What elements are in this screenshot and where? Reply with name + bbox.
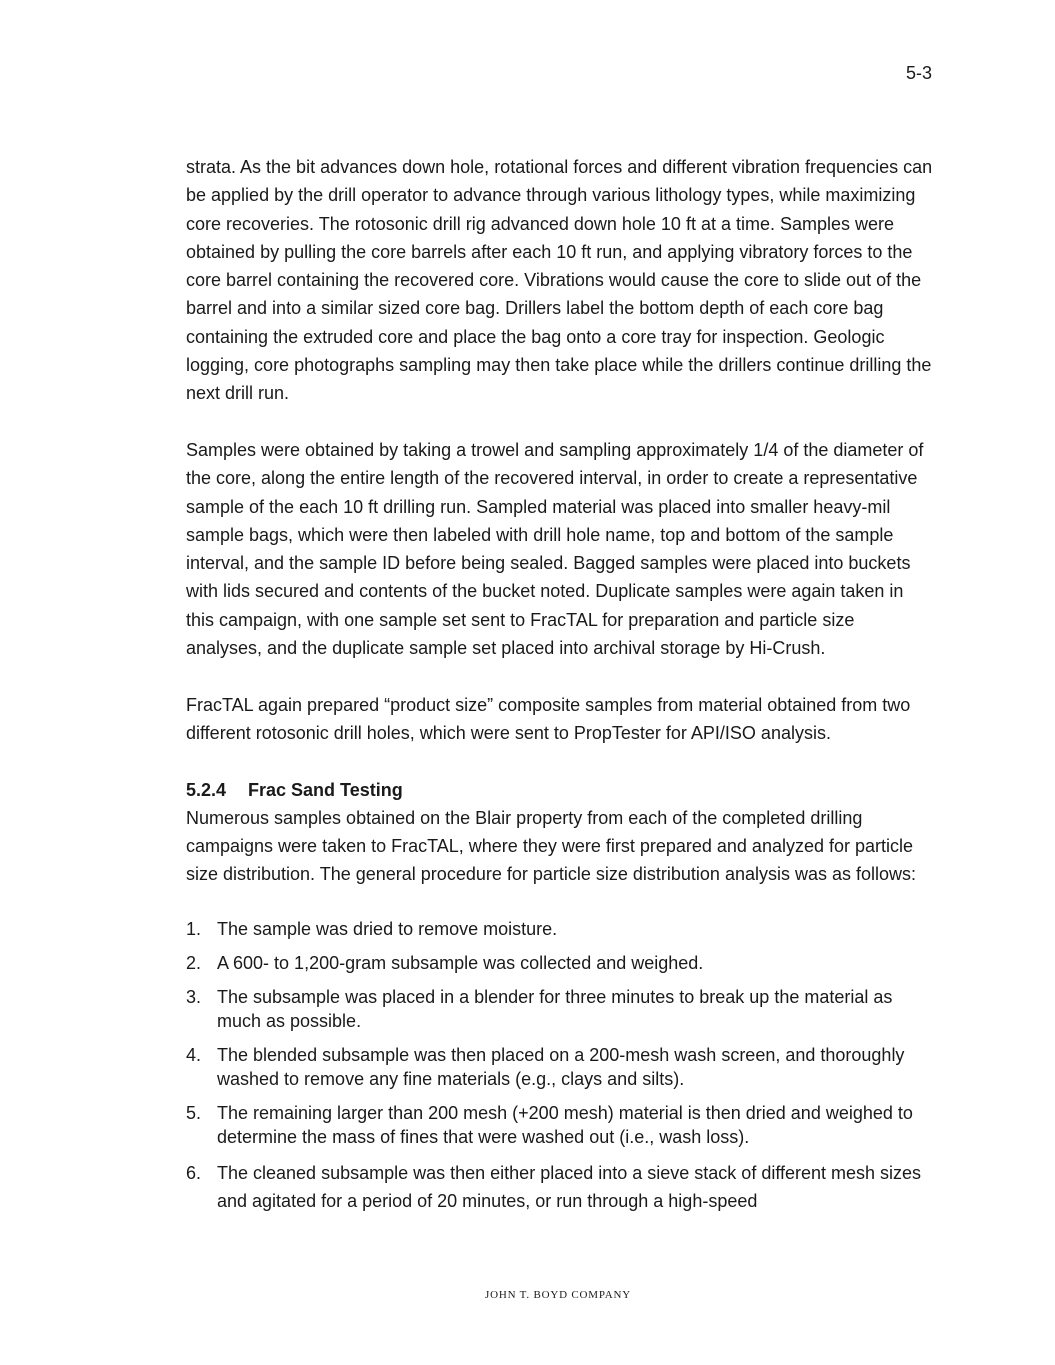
list-item-text: The subsample was placed in a blender for three minutes to break up the material as much as possible. [217,987,893,1032]
page-number: 5-3 [905,63,932,83]
section-intro: Numerous samples obtained on the Blair property from each of the completed drilling campaigns were taken to FracTAL, where they were first prepared and analyzed for particle size distribution. The general procedure for particle size distribution analysis was as follows: [186,807,917,885]
list-item [186,985,934,1033]
list-marker: 5. [186,1103,202,1124]
section-title: Frac Sand Testing [248,779,403,800]
paragraph-composite-samples: FracTAL again prepared “product size” composite samples from material obtained from two different rotosonic drill holes, which were sent to PropTester for API/ISO analysis. [186,694,911,743]
list-marker: 1. [186,919,202,940]
company-footer: JOHN T. BOYD COMPANY [485,1289,631,1301]
list-item-text: The blended subsample was then placed on a 200-mesh wash screen, and thoroughly washed to remove any fine materials (e.g., clays and silts). [217,1045,905,1090]
list-item-text: A 600- to 1,200-gram subsample was collected and weighed. [217,953,704,974]
list-item-text: The sample was dried to remove moisture. [217,919,558,940]
list-item [186,1159,934,1216]
list-item [186,951,934,975]
list-item-text: The remaining larger than 200 mesh (+200 mesh) material is then dried and weighed to determine the mass of fines that were washed out (i.e., wash loss). [217,1103,913,1148]
list-marker: 2. [186,953,202,974]
list-item [186,917,934,941]
list-marker: 4. [186,1045,202,1066]
procedure-list [186,917,934,1216]
paragraph-sampling: Samples were obtained by taking a trowel and sampling approximately 1/4 of the diameter of the core, along the entire length of the recovered interval, in order to create a representative sample of the each 10 ft drilling run. Sampled material was placed into smaller heavy-mil sample bags, which were then labeled with drill hole name, top and bottom of the sample interval, and the sample ID before being sealed. Bagged samples were placed into buckets with lids secured and contents of the bucket noted. Duplicate samples were again taken in this campaign, with one sample set sent to FracTAL for preparation and particle size analyses, and the duplicate sample set placed into archival storage by Hi-Crush. [186,439,924,659]
section-heading [186,776,934,804]
list-item-text: The cleaned subsample was then either placed into a sieve stack of different mesh sizes and agitated for a period of 20 minutes, or run through a high-speed [217,1163,922,1212]
paragraph-drilling-method: strata. As the bit advances down hole, rotational forces and different vibration frequencies can be applied by the drill operator to advance through various lithology types, while maximizing core recoveries. The rotosonic drill rig advanced down hole 10 ft at a time. Samples were obtained by pulling the core barrels after each 10 ft run, and applying vibratory forces to the core barrel containing the recovered core. Vibrations would cause the core to slide out of the barrel and into a similar sized core bag. Drillers label the bottom depth of each core bag containing the extruded core and place the bag onto a core tray for inspection. Geologic logging, core photographs sampling may then take place while the drillers continue drilling the next drill run. [186,157,933,404]
list-item [186,1101,934,1149]
list-marker: 3. [186,987,202,1008]
list-marker: 6. [186,1163,202,1184]
section-number: 5.2.4 [186,779,227,800]
list-item [186,1043,934,1091]
document-body [186,153,934,1226]
